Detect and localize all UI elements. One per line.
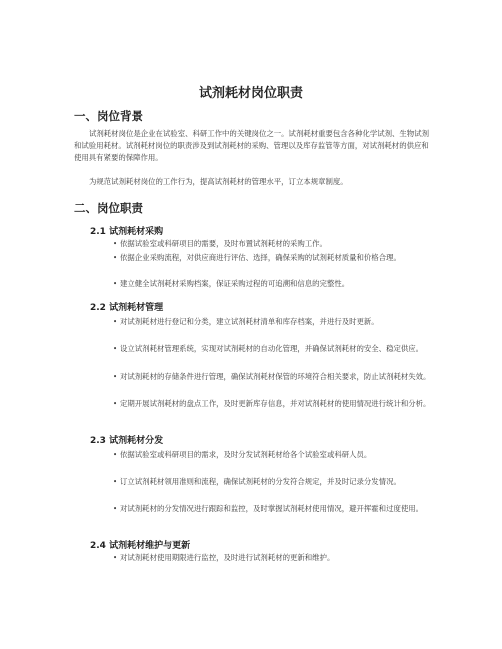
list-item bbox=[90, 238, 432, 251]
list-item-text: 对试剂耗材进行登记和分类，建立试剂耗材清单和库存档案，并进行及时更新。 bbox=[120, 317, 379, 326]
bullet-icon: • bbox=[113, 240, 118, 248]
bullet-icon: • bbox=[113, 400, 118, 408]
bullet-icon: • bbox=[113, 451, 118, 459]
section-heading-duties: 二、岗位职责 bbox=[74, 201, 143, 215]
list-item bbox=[90, 252, 432, 265]
list-item-text: 订立试剂耗材领用准则和流程，确保试剂耗材的分发符合规定，并及时记录分发情况。 bbox=[120, 477, 401, 486]
document-title: 试剂耗材岗位职责 bbox=[198, 86, 303, 101]
list-item bbox=[90, 476, 432, 489]
list-item bbox=[90, 503, 432, 516]
list-item-text: 依据试验室或科研项目的需要，及时布置试剂耗材的采购工作。 bbox=[120, 239, 327, 248]
subsection-heading-procurement: 2.1 试剂耗材采购 bbox=[90, 227, 164, 237]
list-item bbox=[90, 316, 432, 329]
list-item-text: 对试剂耗材的存储条件进行管理，确保试剂耗材保管的环境符合相关要求，防止试剂耗材失效。 bbox=[120, 372, 431, 381]
list-item-text: 对试剂耗材使用期限进行监控，及时进行试剂耗材的更新和维护。 bbox=[120, 553, 335, 562]
bullet-icon: • bbox=[113, 478, 118, 486]
bullet-icon: • bbox=[113, 505, 118, 513]
list-item-text: 定期开展试剂耗材的盘点工作，及时更新库存信息，并对试剂耗材的使用情况进行统计和分析。 bbox=[120, 399, 431, 408]
background-paragraph-2-text: 为规范试剂耗材岗位的工作行为，提高试剂耗材的管理水平，订立本规章制度。 bbox=[89, 177, 348, 186]
section-heading-background: 一、岗位背景 bbox=[74, 109, 143, 123]
background-paragraph-2 bbox=[74, 176, 432, 188]
list-item bbox=[90, 371, 432, 384]
list-item-text: 设立试剂耗材管理系统，实现对试剂耗材的自动化管理，并确保试剂耗材的安全、稳定供应。 bbox=[120, 344, 424, 353]
bullet-icon: • bbox=[113, 318, 118, 326]
subsection-heading-management: 2.2 试剂耗材管理 bbox=[90, 303, 164, 313]
bullet-icon: • bbox=[113, 373, 118, 381]
bullet-icon: • bbox=[113, 254, 118, 262]
background-paragraph-1 bbox=[74, 128, 432, 164]
list-item bbox=[90, 449, 432, 462]
bullet-icon: • bbox=[113, 280, 118, 288]
list-item bbox=[90, 398, 432, 411]
list-item bbox=[90, 343, 432, 356]
subsection-heading-maintenance: 2.4 试剂耗材维护与更新 bbox=[90, 541, 191, 551]
list-item-text: 依据企业采购流程，对供应商进行评估、选择，确保采购的试剂耗材质量和价格合理。 bbox=[120, 253, 401, 262]
list-item bbox=[90, 552, 432, 565]
bullet-icon: • bbox=[113, 554, 118, 562]
bullet-icon: • bbox=[113, 345, 118, 353]
list-item-text: 依据试验室或科研项目的需求，及时分发试剂耗材给各个试验室或科研人员。 bbox=[120, 450, 372, 459]
background-paragraph-1-text: 试剂耗材岗位是企业在试验室、科研工作中的关键岗位之一。试剂耗材重要包含各种化学试剂、生物试剂和试验用耗材。试剂耗材岗位的职责涉及到试剂耗材的采购、管理以及库存监管等方面，对试剂耗材的供应和使用具有紧要的保障作用。 bbox=[74, 129, 429, 162]
subsection-heading-distribution: 2.3 试剂耗材分发 bbox=[90, 436, 164, 446]
list-item bbox=[90, 278, 432, 291]
list-item-text: 对试剂耗材的分发情况进行跟踪和监控，及时掌握试剂耗材使用情况，避开挥霍和过度使用。 bbox=[120, 504, 424, 513]
list-item-text: 建立健全试剂耗材采购档案，保证采购过程的可追溯和信息的完整性。 bbox=[120, 279, 350, 288]
